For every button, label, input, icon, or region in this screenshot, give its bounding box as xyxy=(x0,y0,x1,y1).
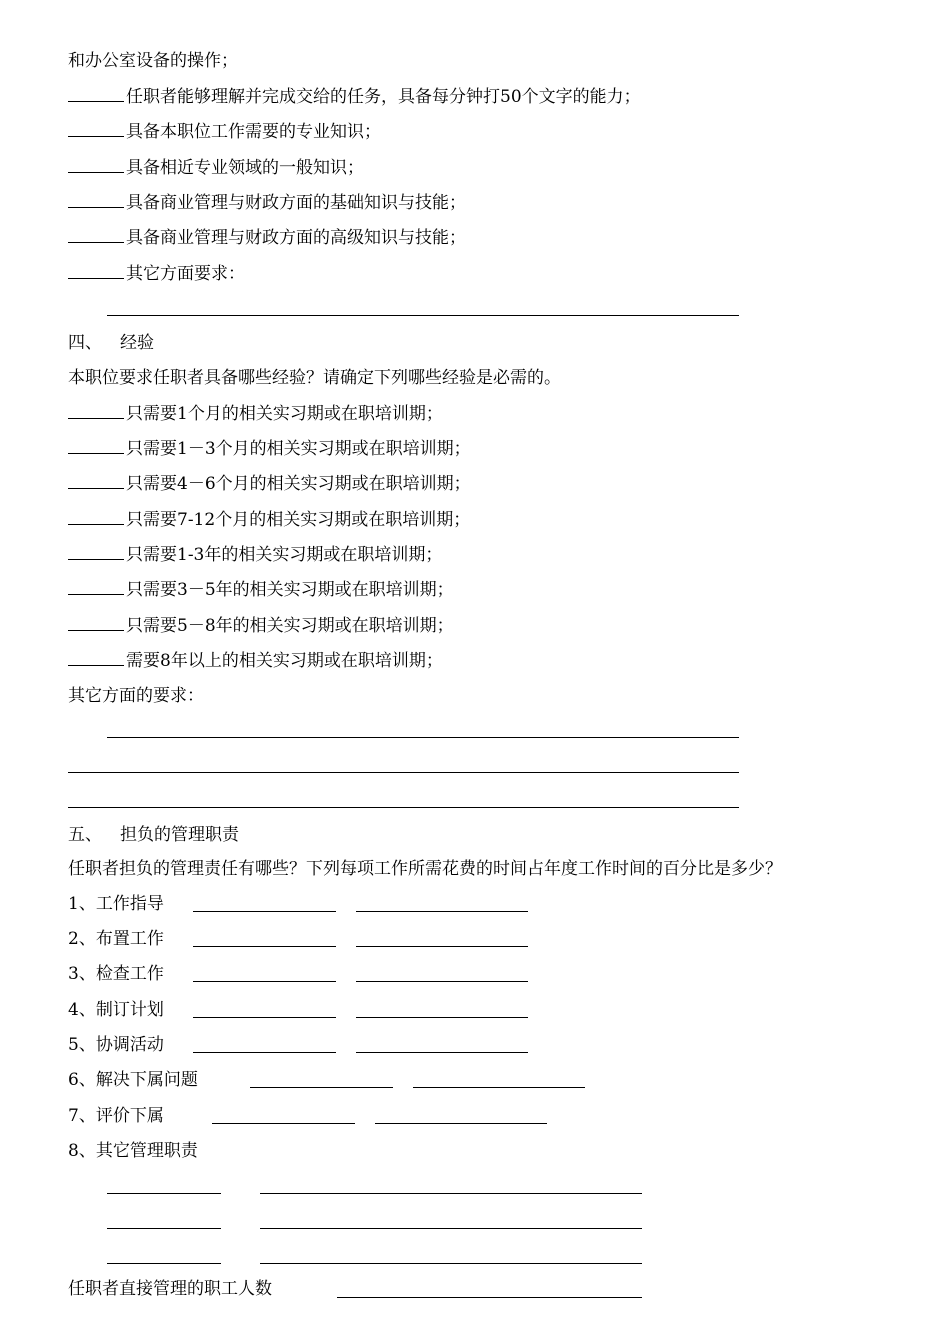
knowledge-item: 具备商业管理与财政方面的基础知识与技能； xyxy=(68,191,466,214)
time-blank[interactable] xyxy=(212,1123,355,1124)
other-duty-line[interactable] xyxy=(260,1193,642,1194)
percent-blank[interactable] xyxy=(356,981,528,982)
fill-in-line[interactable] xyxy=(68,807,739,808)
check-blank[interactable] xyxy=(68,578,124,595)
experience-item: 只需要1－3个月的相关实习期或在职培训期； xyxy=(68,437,471,460)
fill-in-line[interactable] xyxy=(107,737,739,738)
percent-blank[interactable] xyxy=(356,1052,528,1053)
duty-label: 3、检查工作 xyxy=(68,964,164,984)
experience-item: 只需要1个月的相关实习期或在职培训期； xyxy=(68,402,443,425)
knowledge-item: 具备相近专业领域的一般知识； xyxy=(68,156,364,179)
other-duty-blank[interactable] xyxy=(107,1228,221,1229)
other-requirements-label: 其它方面的要求： xyxy=(68,686,204,706)
fill-in-line[interactable] xyxy=(68,772,739,773)
check-blank[interactable] xyxy=(68,402,124,419)
other-duty-line[interactable] xyxy=(260,1228,642,1229)
other-duty-blank[interactable] xyxy=(107,1263,221,1264)
experience-item: 只需要4－6个月的相关实习期或在职培训期； xyxy=(68,472,471,495)
knowledge-item: 任职者能够理解并完成交给的任务，具备每分钟打50个文字的能力； xyxy=(68,85,641,108)
time-blank[interactable] xyxy=(193,946,336,947)
section-heading: 五、 担负的管理职责 xyxy=(68,825,239,845)
knowledge-item: 具备本职位工作需要的专业知识； xyxy=(68,120,381,143)
percent-blank[interactable] xyxy=(356,1017,528,1018)
section-question: 任职者担负的管理责任有哪些？下列每项工作所需花费的时间占年度工作时间的百分比是多少？ xyxy=(68,859,782,879)
experience-item: 需要8年以上的相关实习期或在职培训期； xyxy=(68,649,443,672)
check-blank[interactable] xyxy=(68,649,124,666)
percent-blank[interactable] xyxy=(413,1087,585,1088)
duty-label: 8、其它管理职责 xyxy=(68,1141,198,1161)
time-blank[interactable] xyxy=(193,1052,336,1053)
duty-label: 6、解决下属问题 xyxy=(68,1070,198,1090)
experience-item: 只需要7-12个月的相关实习期或在职培训期； xyxy=(68,508,470,531)
check-blank[interactable] xyxy=(68,508,124,525)
duty-label: 2、布置工作 xyxy=(68,929,164,949)
experience-item: 只需要3－5年的相关实习期或在职培训期； xyxy=(68,578,454,601)
time-blank[interactable] xyxy=(250,1087,393,1088)
check-blank[interactable] xyxy=(68,472,124,489)
percent-blank[interactable] xyxy=(375,1123,547,1124)
other-duty-blank[interactable] xyxy=(107,1193,221,1194)
percent-blank[interactable] xyxy=(356,946,528,947)
section-heading: 四、 经验 xyxy=(68,333,154,353)
experience-item: 只需要1-3年的相关实习期或在职培训期； xyxy=(68,543,442,566)
check-blank[interactable] xyxy=(68,226,124,243)
check-blank[interactable] xyxy=(68,191,124,208)
experience-item: 只需要5－8年的相关实习期或在职培训期； xyxy=(68,614,454,637)
fill-in-line[interactable] xyxy=(107,315,739,316)
knowledge-item: 具备商业管理与财政方面的高级知识与技能； xyxy=(68,226,466,249)
time-blank[interactable] xyxy=(193,911,336,912)
staff-count-blank[interactable] xyxy=(337,1297,642,1298)
percent-blank[interactable] xyxy=(356,911,528,912)
duty-label: 5、协调活动 xyxy=(68,1035,164,1055)
check-blank[interactable] xyxy=(68,614,124,631)
section-question: 本职位要求任职者具备哪些经验？请确定下列哪些经验是必需的。 xyxy=(68,368,561,388)
duty-label: 1、工作指导 xyxy=(68,894,164,914)
check-blank[interactable] xyxy=(68,262,124,279)
check-blank[interactable] xyxy=(68,85,124,102)
other-duty-line[interactable] xyxy=(260,1263,642,1264)
continuation-line: 和办公室设备的操作； xyxy=(68,51,238,71)
duty-label: 7、评价下属 xyxy=(68,1106,164,1126)
knowledge-item: 其它方面要求： xyxy=(68,262,245,285)
check-blank[interactable] xyxy=(68,437,124,454)
time-blank[interactable] xyxy=(193,1017,336,1018)
staff-count-label: 任职者直接管理的职工人数 xyxy=(68,1279,272,1299)
check-blank[interactable] xyxy=(68,120,124,137)
time-blank[interactable] xyxy=(193,981,336,982)
check-blank[interactable] xyxy=(68,156,124,173)
duty-label: 4、制订计划 xyxy=(68,1000,164,1020)
check-blank[interactable] xyxy=(68,543,124,560)
